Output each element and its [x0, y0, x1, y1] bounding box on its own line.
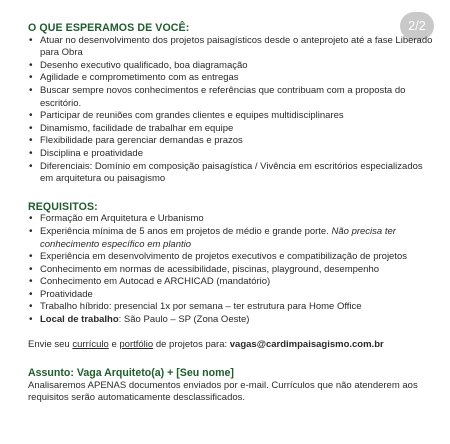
list-item: • Conhecimento em Autocad e ARCHICAD (mandatório) — [28, 276, 438, 289]
list-item: • Trabalho híbrido: presencial 1x por semana – ter estrutura para Home Office — [28, 301, 438, 314]
list-item: • Participar de reuniões com grandes clientes e equipes multidisciplinares — [28, 110, 438, 123]
list-item: • Conhecimento em normas de acessibilidade, piscinas, playground, desempenho — [28, 264, 438, 277]
work-location-label: Local de trabalho — [40, 314, 119, 326]
contact-prefix: Envie seu — [28, 338, 73, 350]
list-item: • Buscar sempre novos conhecimentos e referências que contribuam com a proposta do escritório. — [28, 85, 438, 110]
list-item: • Dinamismo, facilidade de trabalhar em equipe — [28, 123, 438, 136]
list-item: • Agilidade e comprometimento com as entregas — [28, 72, 438, 85]
list-item — [28, 226, 438, 251]
page-indicator-badge: 2/2 — [400, 12, 434, 40]
contact-email[interactable]: vagas@cardimpaisagismo.com.br — [229, 338, 384, 350]
work-location-value: : São Paulo – SP (Zona Oeste) — [118, 314, 250, 326]
contact-and: e — [108, 338, 120, 350]
requirements-title: REQUISITOS: — [28, 200, 98, 213]
list-item: • Desenho executivo qualificado, boa diagramação — [28, 60, 438, 73]
email-subject: Assunto: Vaga Arquiteto(a) + [Seu nome] — [28, 367, 234, 380]
contact-line — [28, 339, 438, 352]
portfolio-link[interactable]: portfólio — [119, 338, 154, 350]
list-item: • Disciplina e proatividade — [28, 148, 438, 161]
list-item: • Atuar no desenvolvimento dos projetos paisagísticos desde o anteprojeto até a fase Liberado para Obra — [28, 35, 438, 60]
list-item: • Experiência em desenvolvimento de projetos executivos e compatibilização de projetos — [28, 251, 438, 264]
requirements-list — [28, 213, 438, 326]
requirement-note: Não precisa ter conhecimento específico em plantio — [40, 225, 396, 250]
requirement-text: Experiência mínima de 5 anos em projetos de médio e grande porte. — [40, 225, 332, 237]
list-item: • Flexibilidade para gerenciar demandas e prazos — [28, 135, 438, 148]
contact-middle: de projetos para: — [153, 338, 230, 350]
expectations-list — [28, 35, 438, 186]
expectations-title: O QUE ESPERAMOS DE VOCÊ: — [28, 22, 190, 34]
list-item: • Proatividade — [28, 289, 438, 302]
list-item: • Diferenciais: Domínio em composição paisagística / Vivência em escritórios especializados em arquitetura ou paisagismo — [28, 161, 438, 186]
list-item: • Formação em Arquitetura e Urbanismo — [28, 213, 438, 226]
list-item — [28, 314, 438, 327]
curriculo-link[interactable]: currículo — [72, 338, 109, 350]
submission-notice: Analisaremos APENAS documentos enviados por e-mail. Currículos que não atenderem aos requisitos serão automaticamente desclassificados. — [28, 379, 418, 404]
